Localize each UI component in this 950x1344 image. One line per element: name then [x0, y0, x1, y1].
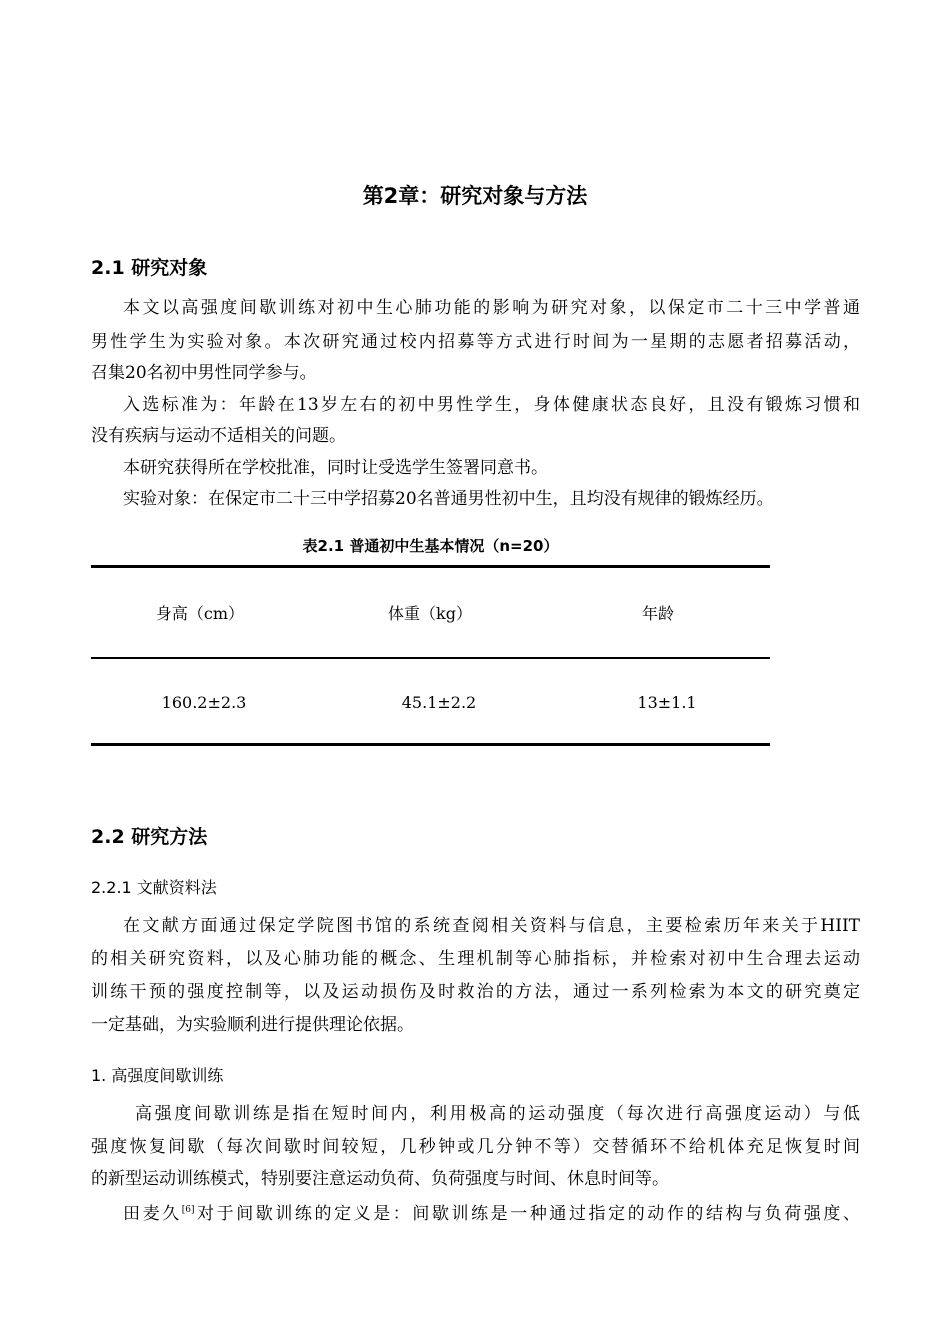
table-mid-rule [91, 657, 770, 659]
item-heading: 1. 高强度间歇训练 [91, 1066, 224, 1085]
paragraph-line: 的相关研究资料，以及心肺功能的概念、生理机制等心肺指标，并检索对初中生合理去运动 [91, 949, 860, 969]
section-heading-2-1: 2.1 研究对象 [91, 257, 208, 279]
paragraph-line: 一定基础，为实验顺利进行提供理论依据。 [91, 1015, 414, 1035]
paragraph-line: 实验对象：在保定市二十三中学招募20名普通男性初中生，且均没有规律的锻炼经历。 [123, 489, 774, 509]
author-name: 田麦久 [123, 1204, 182, 1224]
table-header-cell: 身高（cm） [155, 604, 245, 623]
table-header-cell: 体重（kg） [388, 604, 472, 623]
paragraph-line: 入选标准为：年龄在13岁左右的初中男性学生，身体健康状态良好，且没有锻炼习惯和 [123, 395, 860, 415]
paragraph-line: 训练干预的强度控制等，以及运动损伤及时救治的方法，通过一系列检索为本文的研究奠定 [91, 982, 860, 1002]
paragraph-line: 没有疾病与运动不适相关的问题。 [91, 426, 346, 446]
paragraph-line-with-citation [123, 1193, 860, 1231]
paragraph-line: 在文献方面通过保定学院图书馆的系统查阅相关资料与信息，主要检索历年来关于HIIT [123, 916, 860, 936]
paragraph-line: 召集20名初中男性同学参与。 [91, 363, 317, 383]
section-heading-2-2: 2.2 研究方法 [91, 826, 208, 848]
table-cell: 45.1±2.2 [401, 693, 477, 712]
table-header-cell: 年龄 [641, 604, 674, 623]
table-top-rule [91, 565, 770, 568]
paragraph-line: 高强度间歇训练是指在短时间内，利用极高的运动强度（每次进行高强度运动）与低 [135, 1104, 860, 1124]
paragraph-line: 强度恢复间歇（每次间歇时间较短，几秒钟或几分钟不等）交替循环不给机体充足恢复时间 [91, 1137, 860, 1157]
paragraph-line: 本文以高强度间歇训练对初中生心肺功能的影响为研究对象，以保定市二十三中学普通 [123, 298, 860, 318]
table-bottom-rule [91, 743, 770, 746]
table-cell: 13±1.1 [637, 693, 697, 712]
paragraph-line: 男性学生为实验对象。本次研究通过校内招募等方式进行时间为一星期的志愿者招募活动， [91, 332, 860, 352]
paragraph-line: 本研究获得所在学校批准，同时让受选学生签署同意书。 [123, 458, 548, 478]
table-caption: 表2.1 普通初中生基本情况（n=20） [302, 537, 559, 555]
citation-mark[interactable]: [6] [181, 1205, 195, 1215]
line-text: 对于间歇训练的定义是：间歇训练是一种通过指定的动作的结构与负荷强度、 [194, 1204, 861, 1224]
chapter-title: 第2章：研究对象与方法 [362, 184, 588, 208]
table-cell: 160.2±2.3 [161, 693, 247, 712]
subsection-heading-2-2-1: 2.2.1 文献资料法 [91, 878, 217, 897]
paragraph-line: 的新型运动训练模式，特别要注意运动负荷、负荷强度与时间、休息时间等。 [91, 1169, 669, 1189]
